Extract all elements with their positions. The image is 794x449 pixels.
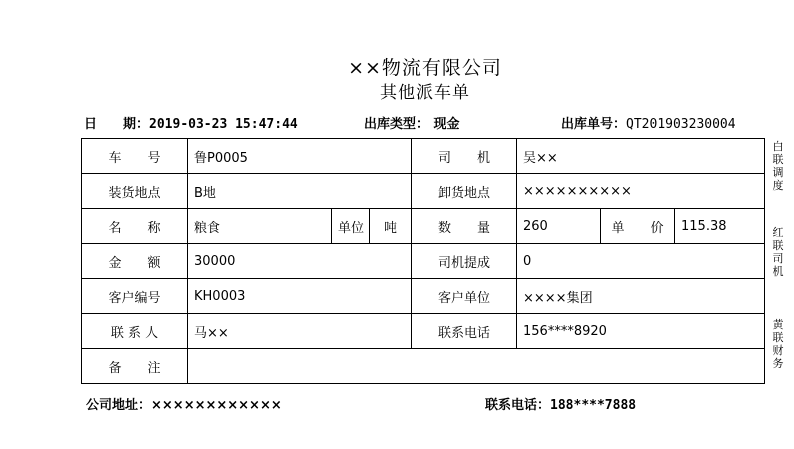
quantity-value: 260 bbox=[517, 209, 601, 244]
customer-unit-label: 客户单位 bbox=[412, 279, 517, 314]
company-phone-value: 188****7888 bbox=[550, 398, 637, 413]
company-address-field bbox=[86, 394, 282, 413]
contact-person-value: 马×× bbox=[188, 314, 412, 349]
company-address-value: ×××××××××××× bbox=[151, 398, 282, 413]
contact-person-label: 联 系 人 bbox=[82, 314, 188, 349]
goods-name-label: 名 称 bbox=[82, 209, 188, 244]
outbound-type-value: 现金 bbox=[433, 117, 460, 132]
unit-value: 吨 bbox=[370, 209, 412, 244]
company-address-label: 公司地址： bbox=[86, 398, 152, 413]
amount-value: 30000 bbox=[188, 244, 412, 279]
form-title: 其他派车单 bbox=[380, 83, 470, 103]
customer-code-label: 客户编号 bbox=[82, 279, 188, 314]
quantity-label: 数 量 bbox=[412, 209, 517, 244]
date-field bbox=[84, 113, 298, 132]
amount-label: 金 额 bbox=[82, 244, 188, 279]
side-note-red: 红联司机 bbox=[772, 226, 784, 278]
order-number-field bbox=[561, 113, 736, 132]
side-note-white: 白联调度 bbox=[772, 140, 784, 192]
customer-unit-value: ××××集团 bbox=[517, 279, 765, 314]
table-row bbox=[82, 349, 765, 384]
unit-price-label: 单 价 bbox=[601, 209, 675, 244]
table-row bbox=[82, 314, 765, 349]
plate-label: 车 号 bbox=[82, 139, 188, 174]
remark-value bbox=[188, 349, 765, 384]
driver-value: 吴×× bbox=[517, 139, 765, 174]
date-value: 2019-03-23 15:47:44 bbox=[149, 117, 298, 132]
load-place-value: B地 bbox=[188, 174, 412, 209]
table-row bbox=[82, 209, 765, 244]
order-number-label: 出库单号： bbox=[561, 117, 627, 132]
goods-name-value: 粮食 bbox=[188, 209, 332, 244]
table-row bbox=[82, 244, 765, 279]
company-phone-label: 联系电话： bbox=[485, 398, 551, 413]
side-note-yellow: 黄联财务 bbox=[772, 318, 784, 370]
order-number-value: QT201903230004 bbox=[626, 117, 736, 132]
unit-label: 单位 bbox=[332, 209, 370, 244]
plate-value: 鲁P0005 bbox=[188, 139, 412, 174]
remark-label: 备 注 bbox=[82, 349, 188, 384]
outbound-type-label: 出库类型： bbox=[364, 117, 430, 132]
dispatch-form-table bbox=[81, 138, 765, 384]
contact-phone-label: 联系电话 bbox=[412, 314, 517, 349]
driver-commission-label: 司机提成 bbox=[412, 244, 517, 279]
table-row bbox=[82, 279, 765, 314]
unit-price-value: 115.38 bbox=[675, 209, 765, 244]
unload-place-label: 卸货地点 bbox=[412, 174, 517, 209]
outbound-type-field bbox=[364, 113, 460, 132]
company-phone-field bbox=[485, 394, 636, 413]
date-label: 日 期： bbox=[84, 117, 150, 132]
contact-phone-value: 156****8920 bbox=[517, 314, 765, 349]
table-row bbox=[82, 139, 765, 174]
driver-label: 司 机 bbox=[412, 139, 517, 174]
load-place-label: 装货地点 bbox=[82, 174, 188, 209]
driver-commission-value: 0 bbox=[517, 244, 765, 279]
customer-code-value: KH0003 bbox=[188, 279, 412, 314]
company-title: ××物流有限公司 bbox=[348, 57, 502, 79]
table-row bbox=[82, 174, 765, 209]
unload-place-value: ×××××××××× bbox=[517, 174, 765, 209]
